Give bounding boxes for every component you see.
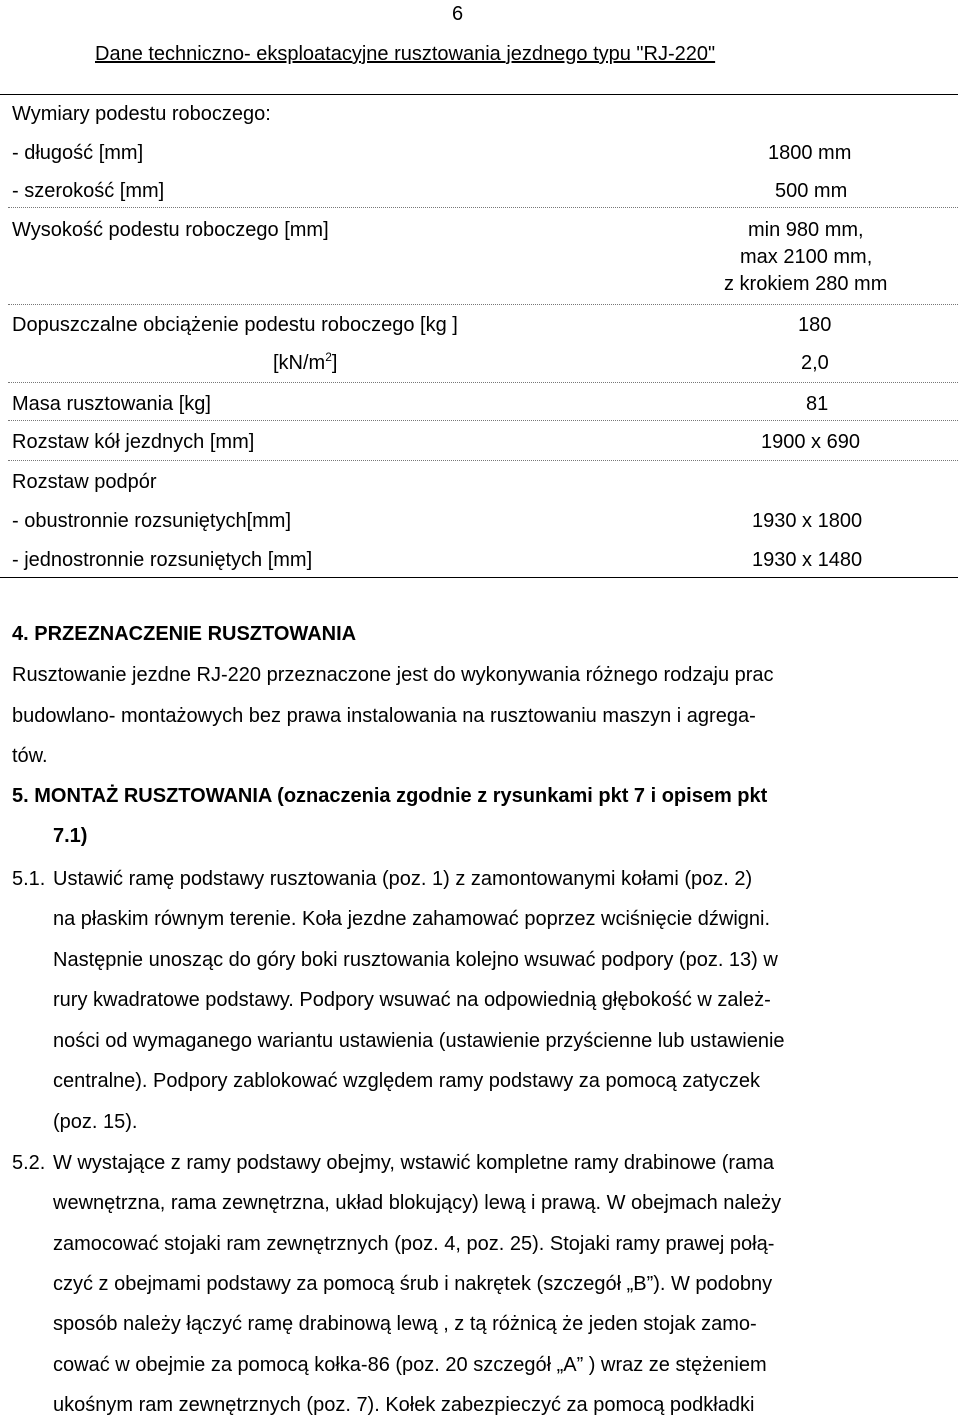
paragraph-5-2-line: czyć z obejmami podstawy za pomocą śrub i nakrętek (szczegół „B”). W podobny [53, 1273, 773, 1295]
section-4-heading: 4. PRZEZNACZENIE RUSZTOWANIA [12, 623, 357, 645]
wheel-spacing-value: 1900 x 690 [761, 431, 860, 453]
paragraph-5-2-number: 5.2. [12, 1152, 46, 1174]
allowed-load-kg-value: 180 [798, 314, 832, 336]
length-value: 1800 mm [768, 142, 852, 164]
section-5-heading-continued: 7.1) [53, 825, 88, 847]
paragraph-5-2-line: W wystające z ramy podstawy obejmy, wstawić kompletne ramy drabinowe (rama [53, 1152, 774, 1174]
unit-prefix: [kN/m [273, 352, 326, 374]
unit-exponent: 2 [325, 350, 332, 364]
paragraph-5-1-line: Następnie unosząc do góry boki rusztowania kolejno wsuwać podpory (poz. 13) w [53, 949, 778, 971]
support-one-value: 1930 x 1480 [752, 549, 863, 571]
platform-height-value-max: max 2100 mm, [740, 246, 873, 268]
width-label: - szerokość [mm] [12, 180, 165, 202]
row-divider [8, 207, 958, 208]
paragraph-5-1-number: 5.1. [12, 868, 46, 890]
unit-suffix: ] [331, 352, 338, 374]
paragraph-5-2-line: zamocować stojaki ram zewnętrznych (poz. 4, poz. 25). Stojaki ramy prawej połą- [53, 1233, 775, 1255]
allowed-load-kn-value: 2,0 [801, 352, 829, 374]
paragraph-5-1-line: (poz. 15). [53, 1111, 138, 1133]
table-bottom-rule [0, 577, 958, 578]
support-one-label: - jednostronnie rozsuniętych [mm] [12, 549, 313, 571]
platform-height-value-min: min 980 mm, [748, 219, 864, 241]
platform-dimensions-header: Wymiary podestu roboczego: [12, 103, 271, 125]
support-both-label: - obustronnie rozsuniętych[mm] [12, 510, 292, 532]
page-number: 6 [452, 3, 464, 25]
section-4-line: Rusztowanie jezdne RJ-220 przeznaczone jest do wykonywania różnego rodzaju prac [12, 664, 774, 686]
section-4-line: budowlano- montażowych bez prawa instalowania na rusztowaniu maszyn i agrega- [12, 705, 756, 727]
allowed-load-kn-unit [273, 350, 338, 374]
section-4-line: tów. [12, 745, 48, 767]
document-title: Dane techniczno- eksploatacyjne rusztowania jezdnego typu "RJ-220" [95, 43, 716, 65]
support-spacing-header: Rozstaw podpór [12, 471, 157, 493]
platform-height-label: Wysokość podestu roboczego [mm] [12, 219, 329, 241]
allowed-load-label: Dopuszczalne obciążenie podestu roboczego [kg ] [12, 314, 458, 336]
support-both-value: 1930 x 1800 [752, 510, 863, 532]
section-5-heading: 5. MONTAŻ RUSZTOWANIA (oznaczenia zgodnie z rysunkami pkt 7 i opisem pkt [12, 785, 768, 807]
row-divider [8, 382, 958, 383]
platform-height-value-step: z krokiem 280 mm [724, 273, 888, 295]
paragraph-5-1-line: ności od wymaganego wariantu ustawienia (ustawienie przyścienne lub ustawienie [53, 1030, 785, 1052]
scaffold-mass-value: 81 [806, 393, 829, 415]
length-label: - długość [mm] [12, 142, 144, 164]
row-divider [8, 420, 958, 421]
paragraph-5-2-line: wewnętrzna, rama zewnętrzna, układ blokujący) lewą i prawą. W obejmach należy [53, 1192, 782, 1214]
row-divider [8, 304, 958, 305]
scaffold-mass-label: Masa rusztowania [kg] [12, 393, 211, 415]
row-divider [8, 460, 958, 461]
paragraph-5-2-line: sposób należy łączyć ramę drabinową lewą , z tą różnicą że jeden stojak zamo- [53, 1313, 757, 1335]
table-top-rule [0, 94, 958, 95]
paragraph-5-1-line: rury kwadratowe podstawy. Podpory wsuwać na odpowiednią głębokość w zależ- [53, 989, 771, 1011]
wheel-spacing-label: Rozstaw kół jezdnych [mm] [12, 431, 255, 453]
paragraph-5-2-line: cować w obejmie za pomocą kołka-86 (poz. 20 szczegół „A” ) wraz ze stężeniem [53, 1354, 767, 1376]
paragraph-5-1-line: Ustawić ramę podstawy rusztowania (poz. 1) z zamontowanymi kołami (poz. 2) [53, 868, 753, 890]
width-value: 500 mm [775, 180, 848, 202]
paragraph-5-1-line: na płaskim równym terenie. Koła jezdne zahamować poprzez wciśnięcie dźwigni. [53, 908, 771, 930]
paragraph-5-1-line: centralne). Podpory zablokować względem ramy podstawy za pomocą zatyczek [53, 1070, 760, 1092]
paragraph-5-2-line: ukośnym ram zewnętrznych (poz. 7). Kołek zabezpieczyć za pomocą podkładki [53, 1394, 755, 1416]
